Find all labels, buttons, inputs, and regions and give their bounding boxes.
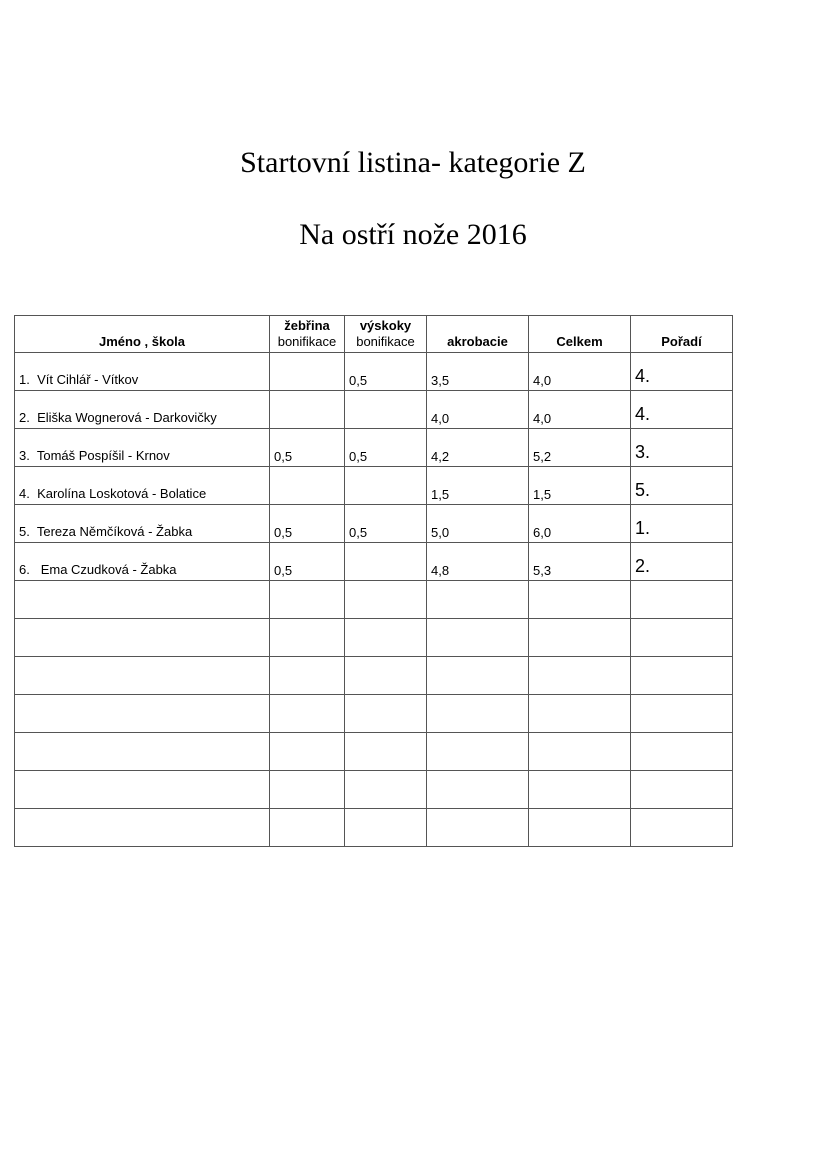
- cell-vyskoky: [345, 657, 427, 695]
- cell-name: [15, 505, 270, 543]
- row-number: 3.: [19, 448, 30, 463]
- cell-zebrina: [270, 391, 345, 429]
- cell-name: [15, 809, 270, 847]
- cell-akrobacie: 5,0: [427, 505, 529, 543]
- cell-celkem: [529, 809, 631, 847]
- page-subtitle: Na ostří nože 2016: [299, 218, 527, 251]
- cell-akrobacie: 3,5: [427, 353, 529, 391]
- row-number: 5.: [19, 524, 30, 539]
- row-number: 2.: [19, 410, 30, 425]
- cell-vyskoky: [345, 391, 427, 429]
- cell-celkem: [529, 581, 631, 619]
- table-header-row: [15, 316, 733, 353]
- row-number: 1.: [19, 372, 30, 387]
- table-row: [15, 809, 733, 847]
- table-row: [15, 353, 733, 391]
- cell-vyskoky: [345, 467, 427, 505]
- cell-vyskoky: 0,5: [345, 429, 427, 467]
- competitor-name: Eliška Wognerová - Darkovičky: [37, 410, 217, 425]
- table-row: [15, 429, 733, 467]
- header-vyskoky-label: výskoky: [359, 318, 412, 333]
- start-list-table: [14, 315, 733, 847]
- header-poradi: Pořadí: [631, 316, 733, 353]
- cell-akrobacie: 4,0: [427, 391, 529, 429]
- cell-vyskoky: 0,5: [345, 505, 427, 543]
- competitor-name: Ema Czudková - Žabka: [37, 562, 177, 577]
- cell-akrobacie: [427, 581, 529, 619]
- cell-vyskoky: [345, 543, 427, 581]
- cell-vyskoky: 0,5: [345, 353, 427, 391]
- cell-name: [15, 467, 270, 505]
- cell-zebrina: [270, 695, 345, 733]
- cell-zebrina: [270, 619, 345, 657]
- cell-celkem: [529, 657, 631, 695]
- cell-celkem: 5,3: [529, 543, 631, 581]
- cell-celkem: 5,2: [529, 429, 631, 467]
- header-zebrina: [270, 316, 345, 353]
- cell-celkem: 4,0: [529, 391, 631, 429]
- cell-akrobacie: [427, 771, 529, 809]
- cell-zebrina: 0,5: [270, 505, 345, 543]
- cell-poradi: [631, 619, 733, 657]
- cell-poradi: [631, 581, 733, 619]
- cell-akrobacie: [427, 809, 529, 847]
- cell-zebrina: [270, 353, 345, 391]
- header-vyskoky-sub: bonifikace: [356, 334, 415, 349]
- cell-celkem: [529, 695, 631, 733]
- table-row: [15, 619, 733, 657]
- cell-name: [15, 657, 270, 695]
- competitor-name: Tomáš Pospíšil - Krnov: [36, 448, 170, 463]
- cell-zebrina: 0,5: [270, 543, 345, 581]
- cell-zebrina: [270, 771, 345, 809]
- cell-poradi: 5.: [631, 467, 733, 505]
- cell-poradi: 2.: [631, 543, 733, 581]
- cell-celkem: 6,0: [529, 505, 631, 543]
- cell-akrobacie: 4,2: [427, 429, 529, 467]
- cell-celkem: 1,5: [529, 467, 631, 505]
- cell-akrobacie: 1,5: [427, 467, 529, 505]
- cell-zebrina: [270, 657, 345, 695]
- table-row: [15, 657, 733, 695]
- table-row: [15, 695, 733, 733]
- cell-name: [15, 391, 270, 429]
- header-celkem: Celkem: [529, 316, 631, 353]
- table-row: [15, 391, 733, 429]
- cell-poradi: 4.: [631, 391, 733, 429]
- cell-zebrina: 0,5: [270, 429, 345, 467]
- table-row: [15, 771, 733, 809]
- cell-zebrina: [270, 733, 345, 771]
- cell-vyskoky: [345, 771, 427, 809]
- cell-akrobacie: [427, 619, 529, 657]
- table-row: [15, 733, 733, 771]
- cell-poradi: 4.: [631, 353, 733, 391]
- cell-akrobacie: [427, 657, 529, 695]
- header-vyskoky: [345, 316, 427, 353]
- cell-name: [15, 619, 270, 657]
- cell-poradi: [631, 657, 733, 695]
- cell-zebrina: [270, 809, 345, 847]
- cell-name: [15, 543, 270, 581]
- cell-celkem: [529, 771, 631, 809]
- cell-name: [15, 353, 270, 391]
- cell-zebrina: [270, 467, 345, 505]
- cell-poradi: 3.: [631, 429, 733, 467]
- cell-vyskoky: [345, 581, 427, 619]
- cell-akrobacie: [427, 695, 529, 733]
- cell-poradi: 1.: [631, 505, 733, 543]
- cell-poradi: [631, 733, 733, 771]
- cell-celkem: [529, 619, 631, 657]
- table-row: [15, 543, 733, 581]
- cell-poradi: [631, 695, 733, 733]
- competitor-name: Karolína Loskotová - Bolatice: [37, 486, 207, 501]
- competitor-name: Tereza Němčíková - Žabka: [36, 524, 193, 539]
- cell-celkem: 4,0: [529, 353, 631, 391]
- cell-vyskoky: [345, 733, 427, 771]
- cell-vyskoky: [345, 695, 427, 733]
- table-row: [15, 581, 733, 619]
- header-zebrina-sub: bonifikace: [277, 334, 337, 349]
- header-zebrina-label: žebřina: [284, 318, 330, 333]
- row-number: 6.: [19, 562, 30, 577]
- cell-name: [15, 695, 270, 733]
- cell-zebrina: [270, 581, 345, 619]
- header-name: Jméno , škola: [15, 316, 270, 353]
- row-number: 4.: [19, 486, 30, 501]
- table-row: [15, 467, 733, 505]
- cell-akrobacie: 4,8: [427, 543, 529, 581]
- cell-celkem: [529, 733, 631, 771]
- cell-poradi: [631, 771, 733, 809]
- cell-name: [15, 429, 270, 467]
- cell-name: [15, 581, 270, 619]
- page-title: Startovní listina- kategorie Z: [240, 146, 586, 179]
- competitor-name: Vít Cihlář - Vítkov: [37, 372, 139, 387]
- table-row: [15, 505, 733, 543]
- cell-akrobacie: [427, 733, 529, 771]
- cell-vyskoky: [345, 809, 427, 847]
- header-akrobacie: akrobacie: [427, 316, 529, 353]
- cell-name: [15, 771, 270, 809]
- cell-poradi: [631, 809, 733, 847]
- cell-vyskoky: [345, 619, 427, 657]
- cell-name: [15, 733, 270, 771]
